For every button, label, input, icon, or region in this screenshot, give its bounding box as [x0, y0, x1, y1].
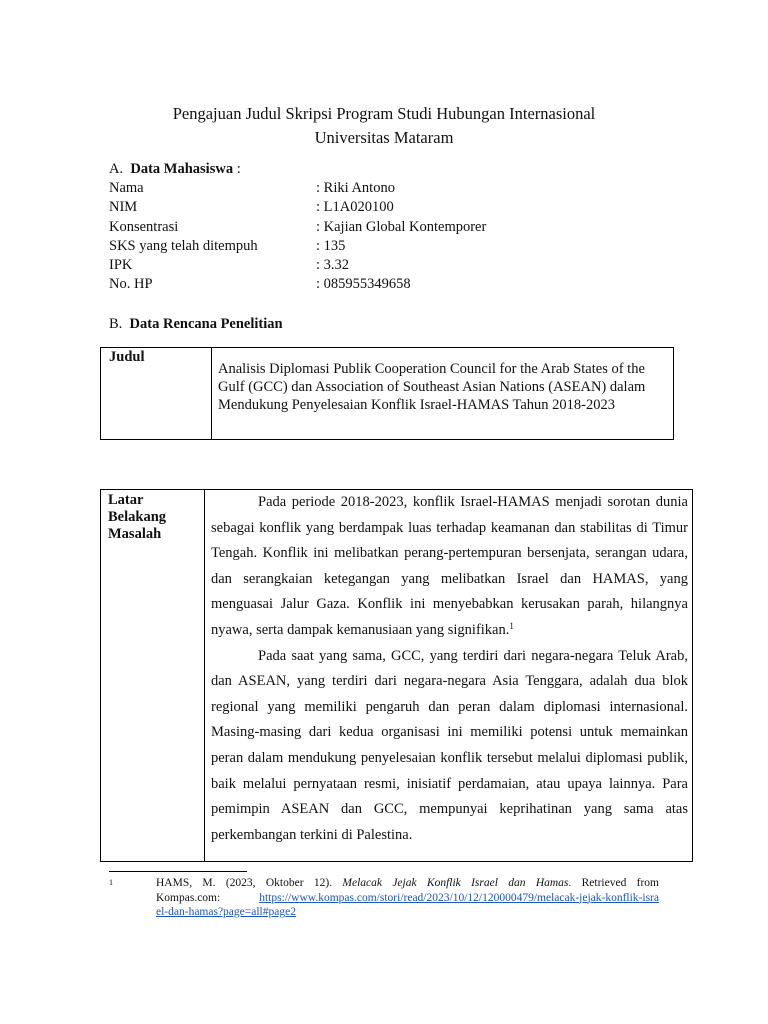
section-b-prefix: B. [109, 316, 123, 332]
judul-row [101, 348, 674, 440]
info-label: Konsentrasi [109, 218, 179, 235]
footnote-source: Kompas.com: [156, 891, 221, 904]
judul-value: Analisis Diplomasi Publik Cooperation Council for the Arab States of the Gulf (GCC) dan Association of Southeast Asian Nations (ASEAN) dalam Mendukung Penyelesaian Konflik Israel-HAMAS Tahun 2018-2023 [218, 361, 646, 413]
footnote-after-title: . Retrieved from [568, 877, 659, 889]
footnote-title: Melacak Jejak Konflik Israel dan Hamas [342, 877, 569, 889]
info-label: SKS yang telah ditempuh [109, 237, 258, 254]
info-value: : L1A020100 [316, 199, 394, 216]
latar-row [101, 490, 693, 862]
info-row-ipk [109, 257, 609, 276]
info-value: : Riki Antono [316, 180, 395, 196]
footnote-number: 1 [109, 878, 113, 887]
section-b-title: Data Rencana Penelitian [129, 316, 283, 332]
latar-paragraph-1 [211, 490, 688, 644]
section-b-heading [109, 316, 283, 333]
latar-label-line: Latar [108, 492, 144, 508]
latar-content-cell [205, 490, 693, 862]
section-a-title: Data Mahasiswa [130, 161, 234, 177]
footnote-text [109, 876, 659, 920]
title-line-1: Pengajuan Judul Skripsi Program Studi Hubungan Internasional [172, 104, 596, 123]
footnote-reference[interactable]: 1 [509, 620, 514, 631]
info-value: : 135 [316, 237, 346, 254]
info-row-nim [109, 199, 609, 218]
latar-label-line: Belakang [108, 509, 167, 525]
info-label: No. HP [109, 276, 153, 293]
judul-label: Judul [109, 349, 145, 365]
paragraph-text: Pada periode 2018-2023, konflik Israel-HAMAS menjadi sorotan dunia sebagai konflik yang berdampak luas terhadap keamanan dan stabilitas di Timur Tengah. Konflik ini melibatkan perang-pertempuran bersenjata, serangan udara, dan serangkaian ketegangan yang melibatkan Israel dan HAMAS, yang menguasai Jalur Gaza. Konflik ini menyebabkan kerusakan parah, hilangnya nyawa, serta dampak kemanusiaan yang signifikan. [211, 494, 688, 638]
judul-value-cell [212, 348, 674, 440]
section-a-prefix: A. [109, 161, 124, 177]
info-row-konsentrasi [109, 219, 609, 238]
judul-label-cell [101, 348, 212, 440]
info-value: : Kajian Global Kontemporer [316, 218, 487, 235]
latar-belakang-table [100, 489, 693, 862]
student-info [109, 180, 609, 296]
info-row-sks [109, 238, 609, 257]
info-value: : 3.32 [316, 257, 350, 274]
section-a-heading [109, 161, 241, 178]
info-label: IPK [109, 257, 133, 274]
paragraph-text: Pada saat yang sama, GCC, yang terdiri dari negara-negara Teluk Arab, dan ASEAN, yang terdiri dari negara-negara Asia Tenggara, adalah dua blok regional yang memiliki pengaruh dan peran dalam diplomasi internasional. Masing-masing dari kedua organisasi ini memiliki potensi untuk memainkan peran dalam mendukung penyelesaian konflik tersebut melalui diplomasi publik, baik melalui pernyataan resmi, inisiatif perdamaian, atau upaya lainnya. Para pemimpin ASEAN dan GCC, mempunyai keprihatinan yang sama atas perkembangan terkini di Palestina. [211, 647, 688, 843]
info-row-hp [109, 276, 609, 295]
footnote-link[interactable]: https://www.kompas.com/stori/read/2023/10/12/120000479/melacak-jejak-konflik-israel-dan-hamas?page=all#page2 [156, 891, 659, 918]
info-label: NIM [109, 199, 138, 216]
section-a-suffix: : [233, 161, 241, 177]
document-title [0, 102, 768, 150]
judul-table [100, 347, 674, 440]
info-label: Nama [109, 180, 144, 196]
latar-label-cell [101, 490, 205, 862]
footnote-author: HAMS, M. (2023, Oktober 12). [156, 877, 333, 889]
title-line-2: Universitas Mataram [314, 128, 454, 147]
info-value: : 085955349658 [316, 276, 411, 293]
footnote [109, 876, 659, 920]
latar-label [101, 490, 204, 543]
info-row-nama [109, 180, 609, 199]
footnote-separator [109, 871, 247, 872]
latar-label-line: Masalah [108, 526, 162, 542]
latar-paragraph-2 [211, 644, 688, 849]
